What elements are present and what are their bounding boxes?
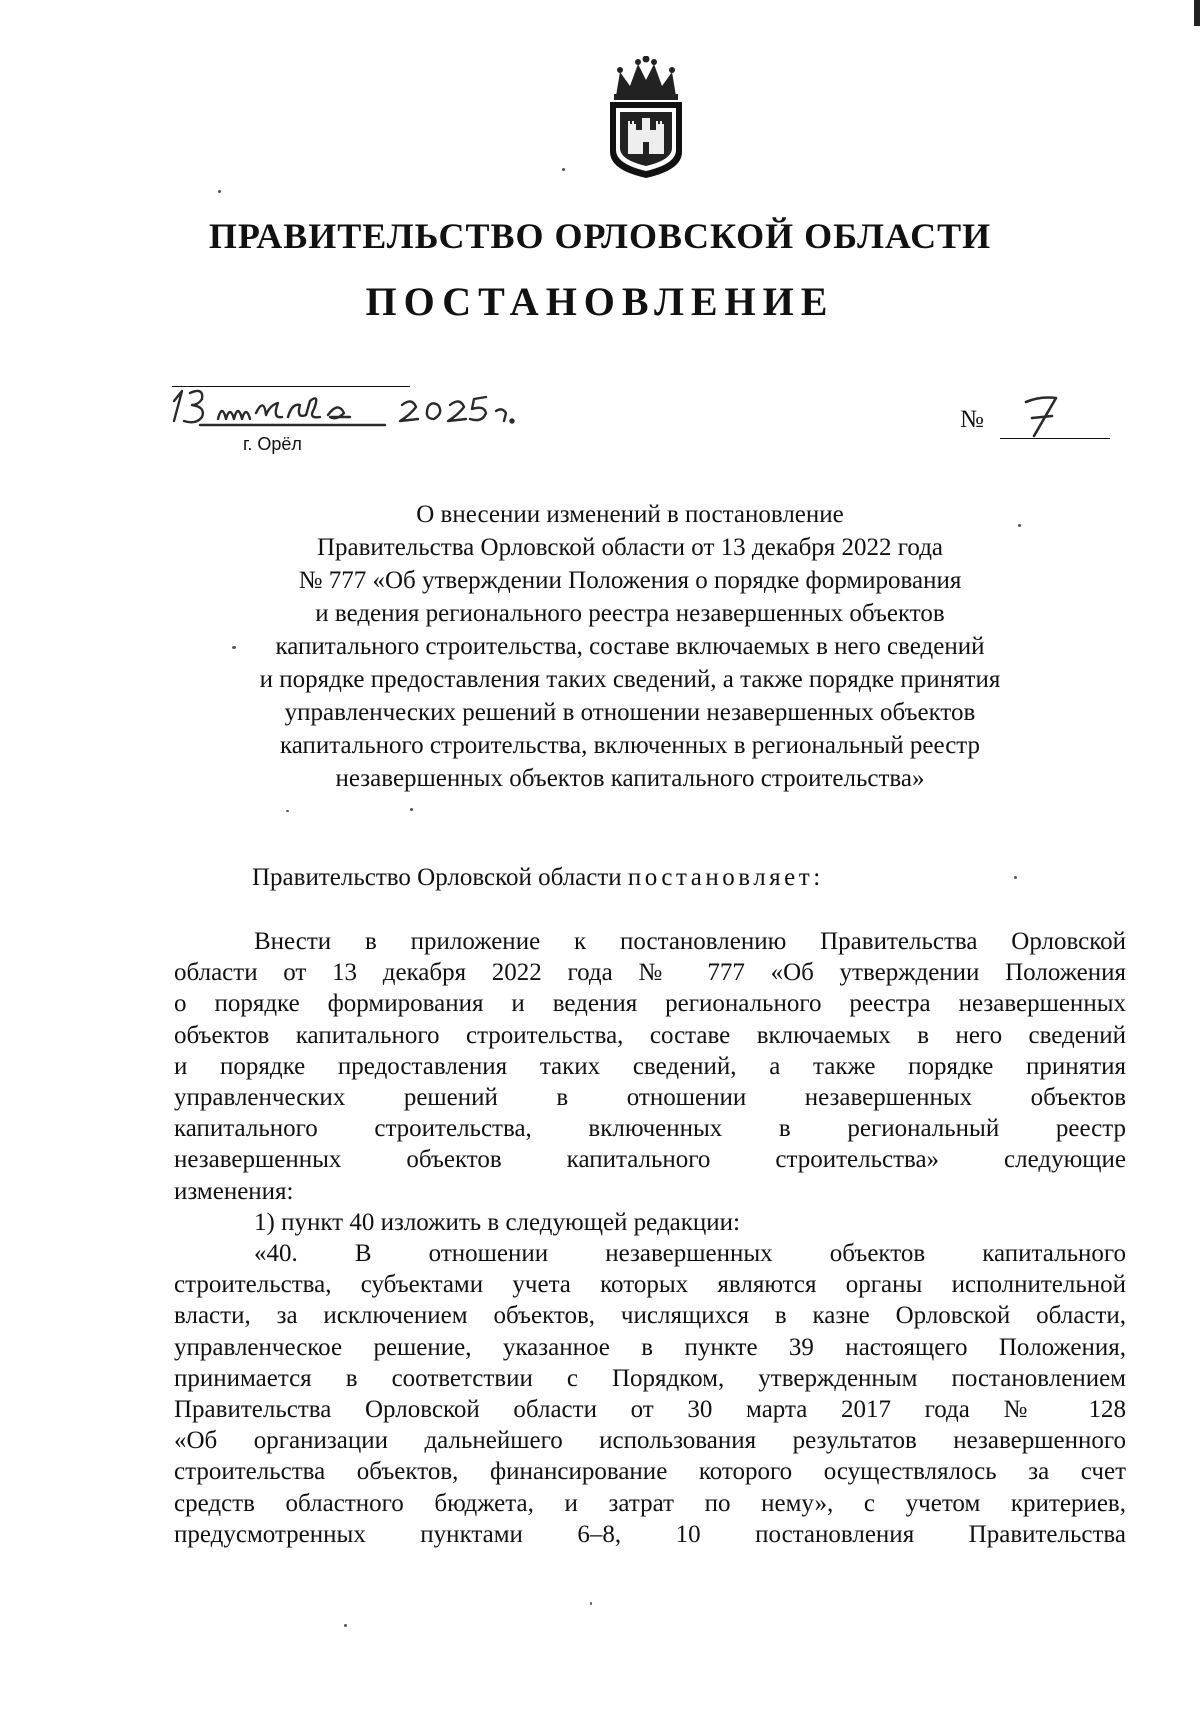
body-line: о порядке формирования и ведения регионального реестра незавершенных (174, 990, 1126, 1018)
subject-line: капитального строительства, включенных в региональный реестр (279, 732, 981, 759)
scan-speck (590, 1602, 592, 1605)
handwritten-number (1010, 388, 1070, 442)
body-line: управленческих решений в отношении незавершенных объектов (174, 1084, 1126, 1112)
body-line: Правительства Орловской области от 30 марта 2017 года № 128 (174, 1396, 1126, 1424)
scan-speck (1018, 524, 1021, 527)
scan-speck (1014, 876, 1017, 879)
scan-speck (218, 190, 221, 193)
preamble-text: Правительство Орловской области (252, 864, 628, 891)
body-line: изменения: (174, 1177, 294, 1205)
body-line: предусмотренных пунктами 6–8, 10 постановления Правительства (174, 1520, 1126, 1548)
body-line: средств областного бюджета, и затрат по нему», с учетом критериев, (174, 1489, 1126, 1517)
preamble (252, 864, 824, 892)
document-type-title: ПОСТАНОВЛЕНИЕ (365, 279, 835, 324)
number-label: № (960, 406, 984, 433)
scan-edge-mark (1194, 0, 1200, 26)
subject-line: управленческих решений в отношении незавершенных объектов (284, 699, 976, 726)
subject-line: и ведения регионального реестра незавершенных объектов (315, 600, 945, 627)
scan-speck (344, 1624, 347, 1627)
subject-line: капитального строительства, составе включаемых в него сведений (275, 633, 985, 660)
body-line: власти, за исключением объектов, числящихся в казне Орловской области, (174, 1302, 1126, 1330)
body-line: «Об организации дальнейшего использования результатов незавершенного (174, 1427, 1126, 1455)
scan-speck (562, 168, 565, 171)
subject-line: № 777 «Об утверждении Положения о порядке формирования (298, 567, 962, 594)
body-line: капитального строительства, включенных в региональный реестр (174, 1115, 1126, 1143)
body-line: области от 13 декабря 2022 года № 777 «Об утверждении Положения (174, 959, 1126, 987)
document-subject (200, 498, 1060, 795)
body-line: строительства, субъектами учета которых являются органы исполнительной (174, 1271, 1126, 1299)
scan-speck (286, 810, 289, 812)
scan-speck (232, 646, 236, 649)
scan-speck (410, 808, 413, 811)
body-line: и порядке предоставления таких сведений, а также порядке принятия (174, 1052, 1126, 1080)
subject-line: Правительства Орловской области от 13 декабря 2022 года (316, 534, 944, 561)
body-line: строительства объектов, финансирование которого осуществлялось за счет (174, 1458, 1126, 1486)
subject-line: незавершенных объектов капитального строительства» (335, 765, 925, 792)
body-line: незавершенных объектов капитального строительства» следующие (174, 1146, 1126, 1174)
body-line: объектов капитального строительства, составе включаемых в него сведений (174, 1021, 1126, 1049)
body-line: управленческое решение, указанное в пункте 39 настоящего Положения, (174, 1333, 1126, 1361)
city-label: г. Орёл (243, 434, 302, 454)
preamble-resolves: постановляет: (627, 864, 824, 891)
body-line: 1) пункт 40 изложить в следующей редакции: (254, 1208, 740, 1236)
body-text (174, 926, 1126, 1550)
handwritten-date (160, 383, 555, 443)
coat-of-arms-emblem (598, 56, 694, 180)
body-line: «40. В отношении незавершенных объектов капитального (254, 1240, 1126, 1268)
body-line: Внести в приложение к постановлению Правительства Орловской (254, 928, 1126, 955)
subject-line: О внесении изменений в постановление (416, 501, 844, 528)
body-line: принимается в соответствии с Порядком, утвержденным постановлением (174, 1364, 1126, 1392)
subject-line: и порядке предоставления таких сведений, а также порядке принятия (259, 666, 1001, 693)
government-title: ПРАВИТЕЛЬСТВО ОРЛОВСКОЙ ОБЛАСТИ (208, 216, 992, 256)
